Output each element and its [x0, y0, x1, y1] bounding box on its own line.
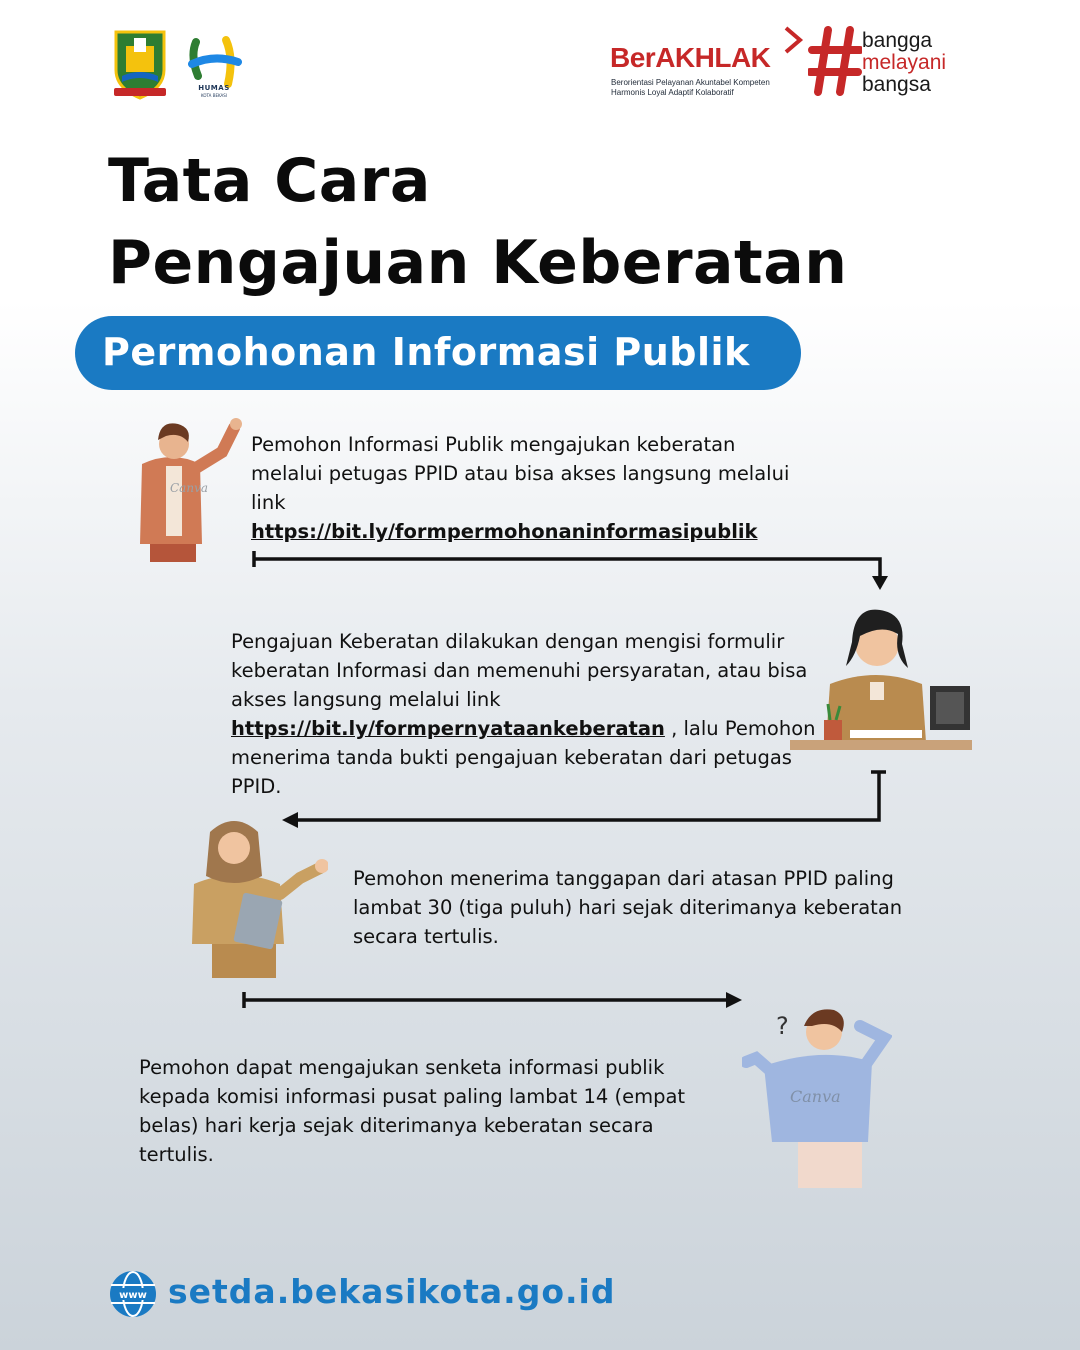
- section-banner-label: Permohonan Informasi Publik: [102, 330, 750, 374]
- tagline-word-1: bangga: [862, 29, 933, 52]
- globe-www-icon: [108, 1269, 158, 1319]
- step-4-text: Pemohon dapat mengajukan senketa informasi publik kepada komisi informasi pusat paling lambat 14 (empat belas) hari kerja sejak diterimanya keberatan secara tertulis.: [139, 1056, 686, 1166]
- page-title-line1: Tata Cara: [108, 146, 431, 216]
- berakhlak-subtitle-line1: Berorientasi Pelayanan Akuntabel Kompeten: [611, 78, 770, 87]
- step-2-link[interactable]: https://bit.ly/formpernyataankeberatan: [231, 717, 665, 740]
- canva-watermark: Canva: [790, 1087, 841, 1106]
- arrow-3-head: [726, 992, 742, 1008]
- berakhlak-logo-text: BerAKHLAK: [610, 42, 771, 73]
- step-1-link[interactable]: https://bit.ly/formpermohonaninformasipublik: [251, 520, 758, 543]
- step-2-description: Pengajuan Keberatan dilakukan dengan mengisi formulir keberatan Informasi dan memenuhi persyaratan, atau bisa akses langsung melalui link: [231, 630, 808, 711]
- arrow-1-head: [872, 576, 888, 590]
- step-2-description-continued: , lalu Pemohon menerima tanda bukti pengajuan keberatan dari petugas PPID.: [231, 717, 816, 798]
- step-1-description: Pemohon Informasi Publik mengajukan keberatan melalui petugas PPID atau bisa akses langsung melalui link: [251, 433, 790, 514]
- step-3-text: Pemohon menerima tanggapan dari atasan PPID paling lambat 30 (tiga puluh) hari sejak diterimanya keberatan secara tertulis.: [353, 867, 903, 948]
- www-label: www: [119, 1290, 147, 1301]
- page-title-line2: Pengajuan Keberatan: [108, 228, 848, 298]
- humas-label: HUMAS: [198, 84, 230, 92]
- step-2-text: [231, 627, 831, 801]
- canva-watermark: Canva: [170, 481, 208, 495]
- humas-sublabel: KOTA BEKASI: [201, 93, 227, 98]
- man-pointing-illustration: [130, 414, 245, 562]
- arrow-1-line: [254, 559, 880, 578]
- berakhlak-subtitle-line2: Harmonis Loyal Adaptif Kolaboratif: [611, 88, 734, 97]
- footer-website[interactable]: setda.bekasikota.go.id: [168, 1272, 616, 1311]
- hijab-officer-illustration: [188, 814, 328, 978]
- tagline-word-2: melayani: [862, 51, 947, 74]
- step-1-text: [251, 430, 791, 546]
- question-mark-icon: ?: [776, 1012, 789, 1040]
- confused-man-illustration: [742, 1002, 892, 1188]
- tagline-word-3: bangsa: [862, 73, 931, 96]
